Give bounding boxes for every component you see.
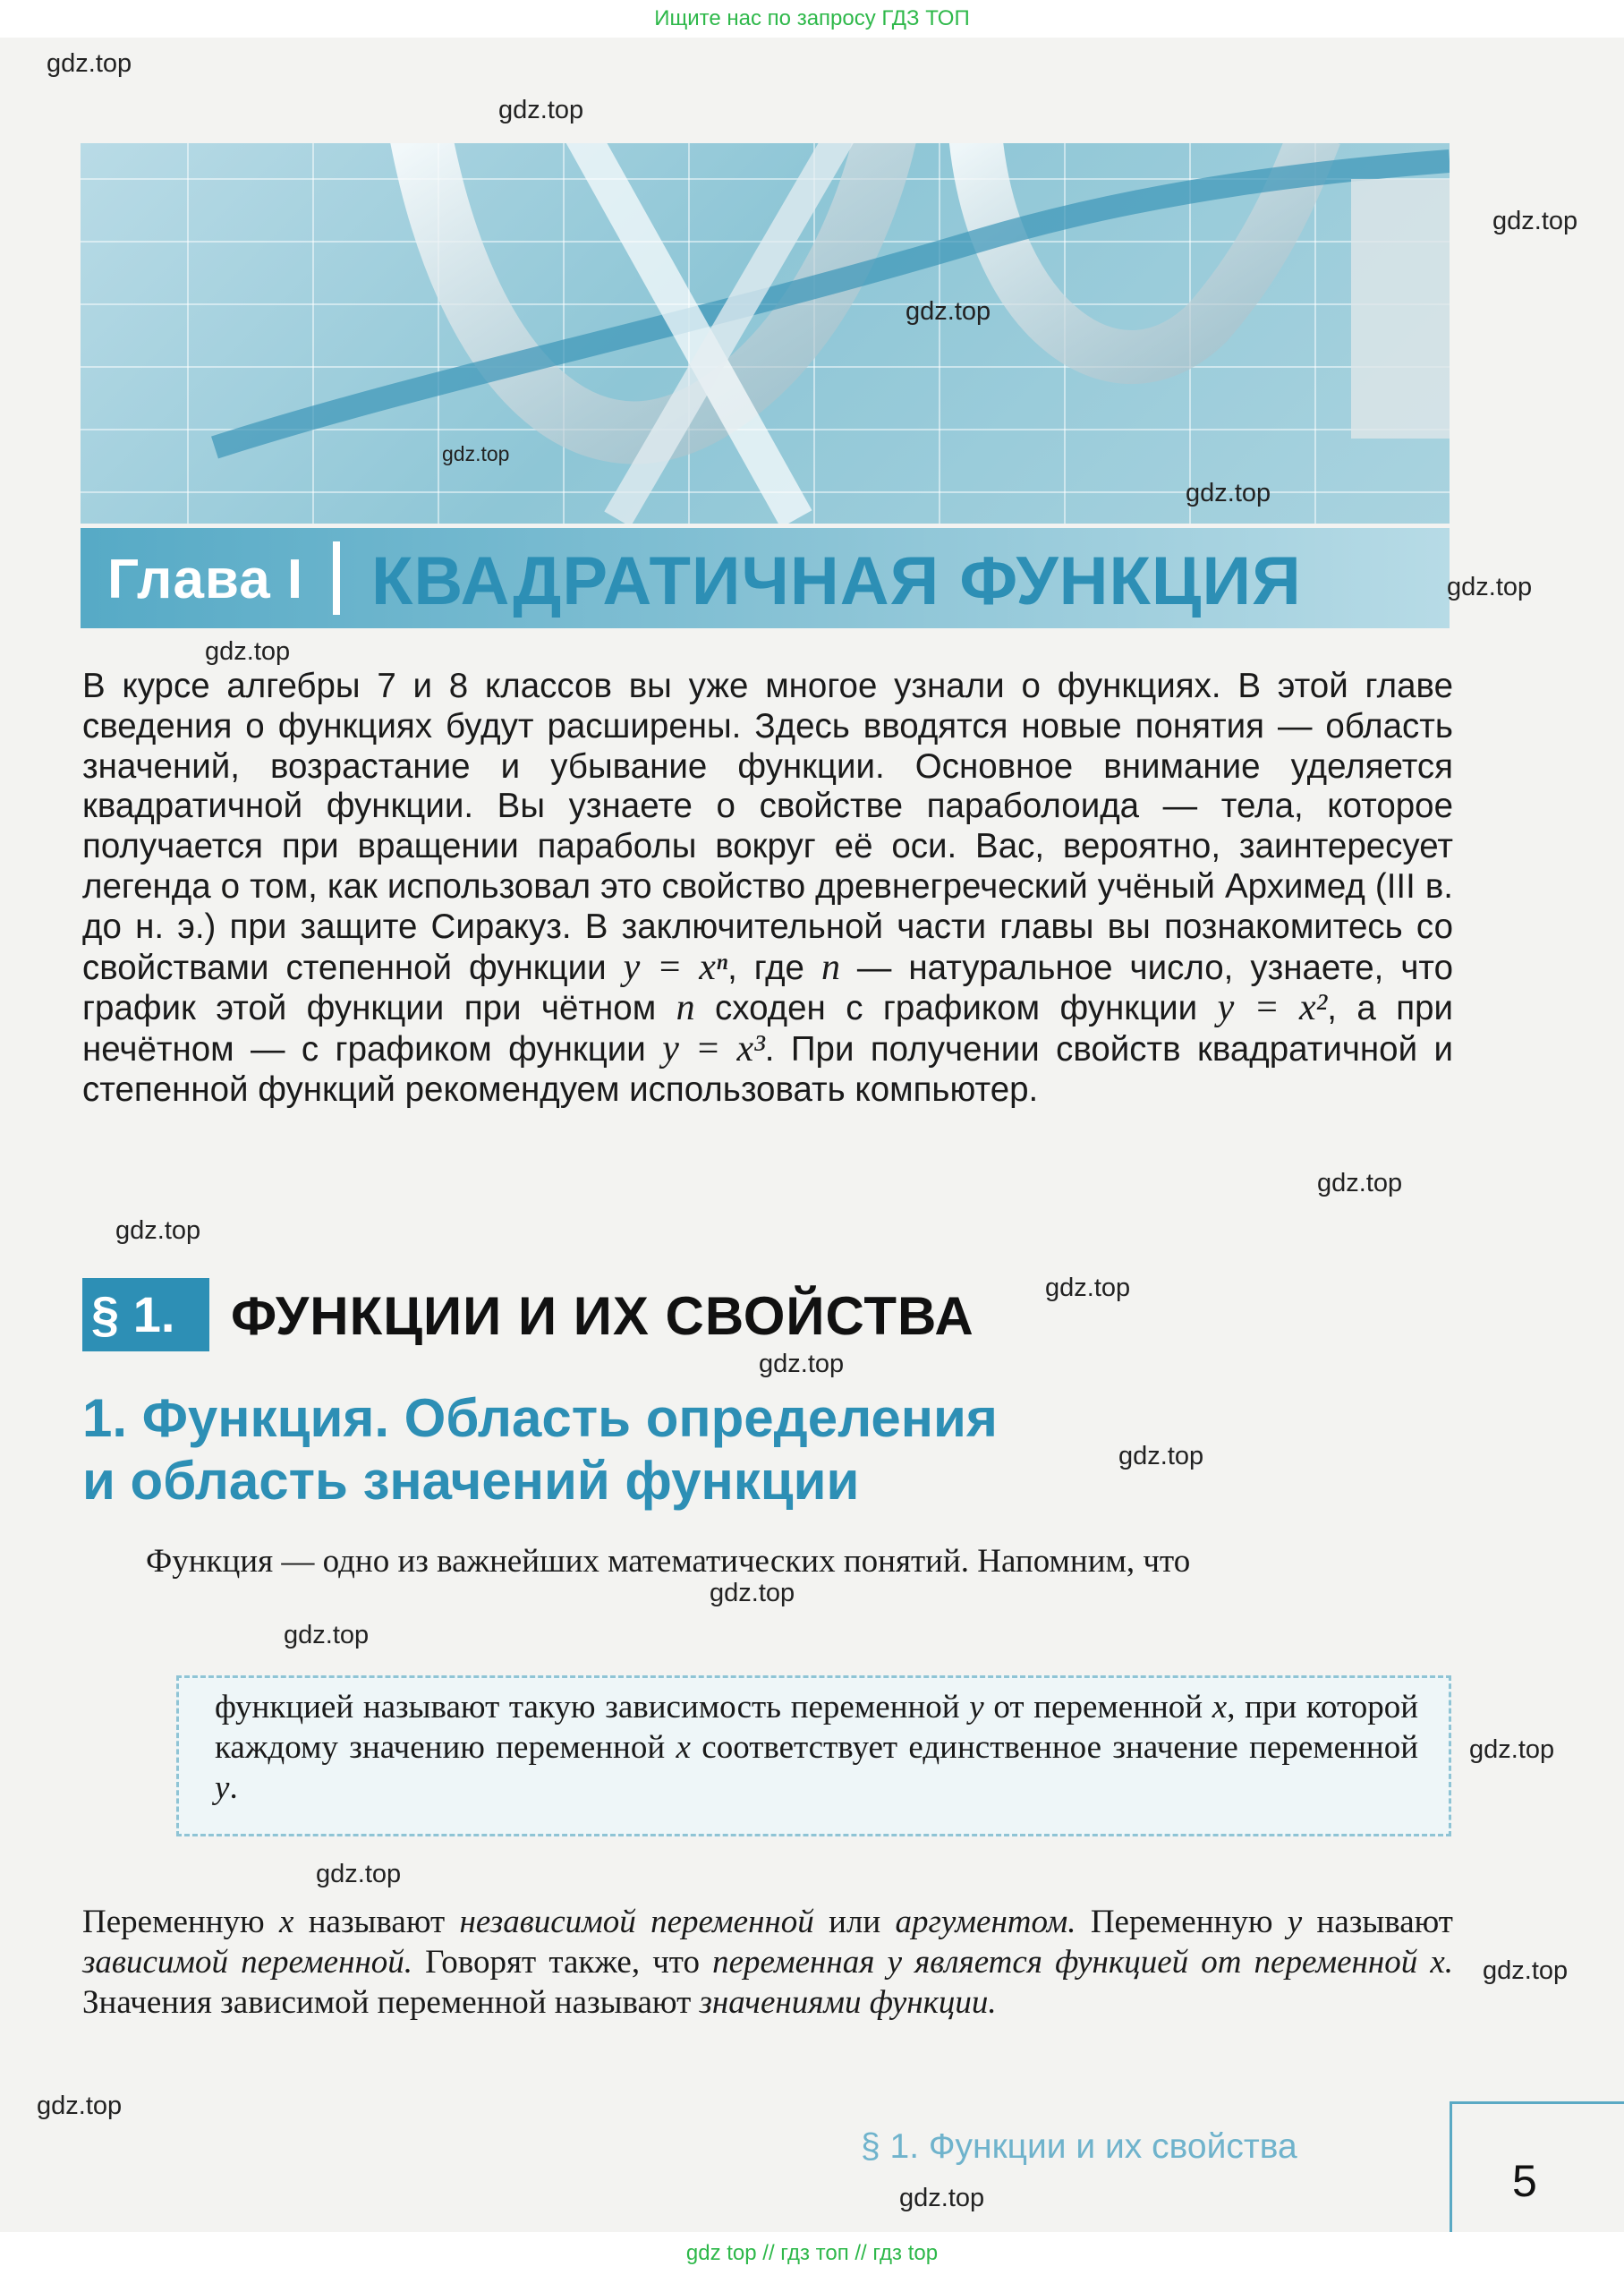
chapter-illustration <box>81 143 1450 524</box>
variable: n <box>821 946 840 988</box>
formula: y = x² <box>1217 987 1328 1029</box>
chapter-title: КВАДРАТИЧНАЯ ФУНКЦИЯ <box>371 543 1302 619</box>
chapter-label: Глава I <box>107 549 304 610</box>
site-banner-top: Ищите нас по запросу ГДЗ ТОП <box>0 0 1624 38</box>
paragraph: Функция — одно из важнейших математических понятий. Напомним, что <box>146 1543 1191 1580</box>
chapter-intro: В курсе алгебры 7 и 8 классов вы уже многое узнали о функциях. В этой главе сведения о функциях будут расширены. Здесь вводятся новые понятия — область значений, возрастание и убывание функции. Основное внимание уделяется квадратичной функции. Вы узнаете о свойстве параболоида — тела, которое получается при вращении параболы вокруг её оси. Вас, вероятно, заинтересует легенда о том, как использовал это свойство древнегреческий учёный Архимед (III в. до н. э.) при защите Сиракуз. В заключительной части главы вы познакомитесь со свойствами степенной функции y = xⁿ, где n — натуральное число, узнаете, что график этой функции при чётном n сходен с графиком функции y = x², а при нечётном — с графиком функции y = x³. При получении свойств квадратичной и степенной функций рекомендуем использовать компьютер. <box>82 667 1454 1109</box>
watermark: gdz.top <box>1469 1735 1555 1764</box>
site-banner-bottom: gdz top // гдз топ // гдз top <box>0 2232 1624 2275</box>
footer-rule <box>1450 2101 1452 2232</box>
watermark: gdz.top <box>498 96 584 124</box>
section-title: ФУНКЦИИ И ИХ СВОЙСТВА <box>231 1286 974 1346</box>
variable: n <box>676 987 695 1029</box>
watermark: gdz.top <box>759 1350 845 1378</box>
watermark: gdz.top <box>1492 207 1578 235</box>
paragraph: Переменную x называют независимой переменной или аргументом. Переменную y называют зависимой переменной. Говорят также, что переменная y является функцией от переменной x. Значения зависимой переменной называют значениями функции. <box>82 1904 1453 2021</box>
chapter-divider <box>333 541 340 615</box>
watermark: gdz.top <box>1483 1956 1569 1985</box>
watermark: gdz.top <box>205 637 291 666</box>
section-number: § 1. <box>91 1286 175 1342</box>
running-head: § 1. Функции и их свойства <box>861 2127 1297 2166</box>
watermark: gdz.top <box>1118 1442 1204 1470</box>
watermark: gdz.top <box>1447 573 1533 601</box>
definition-text: функцией называют такую зависимость переменной y от переменной x, при которой каждому значению переменной x соответствует единственное значение переменной y. <box>215 1689 1418 1806</box>
watermark: gdz.top <box>1317 1169 1403 1197</box>
watermark: gdz.top <box>115 1216 201 1245</box>
watermark: gdz.top <box>1186 479 1271 507</box>
watermark: gdz.top <box>37 2092 123 2120</box>
formula: y = xⁿ <box>623 946 728 988</box>
formula: y = x³ <box>662 1028 765 1070</box>
footer-rule <box>1450 2101 1624 2104</box>
watermark: gdz.top <box>710 1579 795 1607</box>
page-number: 5 <box>1512 2156 1537 2206</box>
watermark: gdz.top <box>316 1860 402 1888</box>
watermark: gdz.top <box>442 442 510 465</box>
watermark: gdz.top <box>1045 1274 1131 1302</box>
watermark: gdz.top <box>47 49 132 78</box>
watermark: gdz.top <box>284 1621 370 1649</box>
watermark: gdz.top <box>899 2184 985 2212</box>
watermark: gdz.top <box>906 297 991 326</box>
subsection-title: 1. Функция. Область определения и область значений функции <box>82 1388 998 1511</box>
